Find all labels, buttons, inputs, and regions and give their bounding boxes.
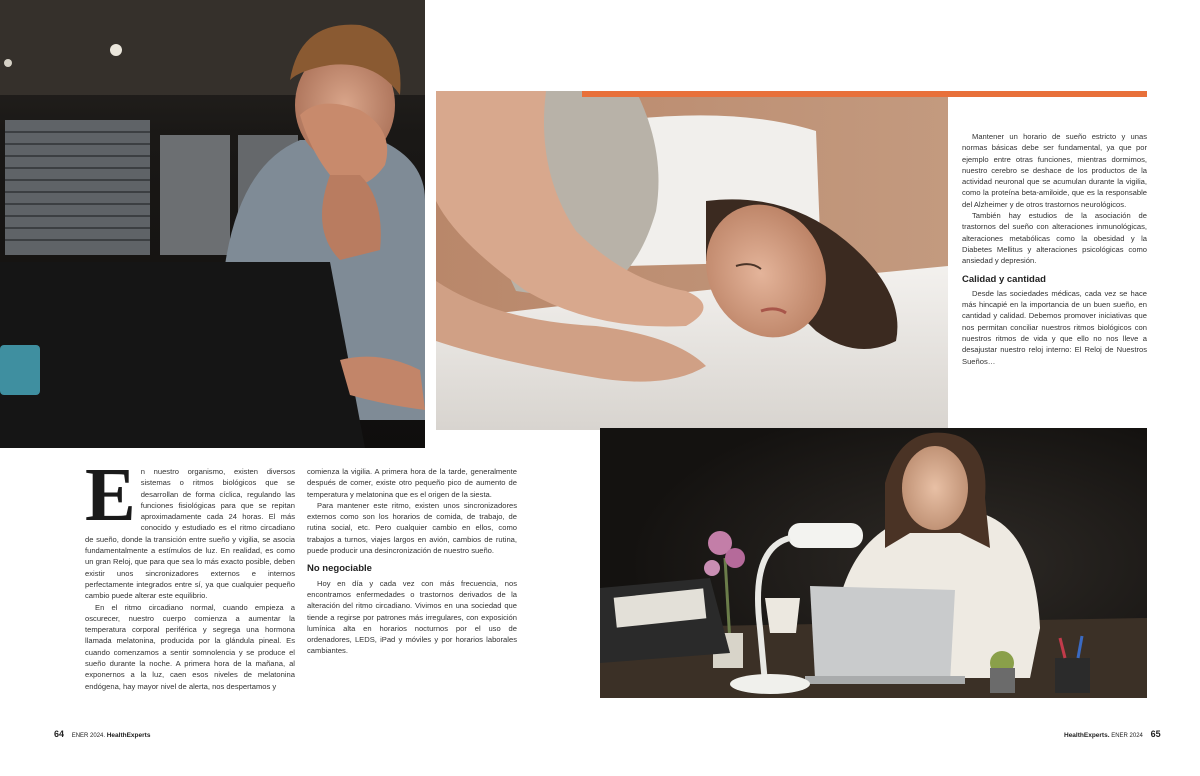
magazine-name-left: HealthExperts bbox=[106, 732, 151, 739]
article-column-right bbox=[962, 131, 1147, 367]
footer-right bbox=[1064, 729, 1161, 739]
footer-left bbox=[54, 729, 150, 739]
paragraph: Para mantener este ritmo, existen unos sincronizadores externos como son los horarios de comida, de trabajo, de rutina social, etc. Pero cualquier cambio en ellos, como trabajos a turnos, viajes largos en avión, cambios de rutina, puede producir una desincronización de nuestro sueño. bbox=[307, 500, 517, 556]
section-heading: No negociable bbox=[307, 563, 372, 575]
paragraph: Mantener un horario de sueño estricto y unas normas básicas debe ser fundamental, ya que por ejemplo entre otras funciones, mientras dormimos, nuestro cerebro se deshace de los productos de la actividad neuronal que se acumulan durante la vigilia, como la proteína beta-amiloide, que es la responsable del Alzheimer y de otros trastornos neurológicos. bbox=[962, 132, 1147, 209]
photo-woman-laptop-night bbox=[600, 428, 1147, 698]
paragraph: En el ritmo circadiano normal, cuando empieza a oscurecer, nuestro cuerpo comienza a aumentar la temperatura corporal periférica y segrega una hormona llamada melatonina, producida por la glándula pineal. Es cuando comenzamos a sentir somnolencia y se produce el sueño durante la noche. A primera hora de la mañana, al exponernos a la luz, caen esos niveles de melatonina endógena, hay mayor nivel de alerta, nos despertamos y bbox=[85, 602, 295, 691]
article-column-left bbox=[85, 453, 295, 692]
photo-stressed-man-laptop bbox=[0, 0, 425, 448]
drop-cap: E bbox=[85, 453, 136, 537]
article-column-middle bbox=[307, 466, 517, 657]
issue-date-right: ENER 2024 bbox=[1111, 733, 1143, 739]
section-heading: Calidad y cantidad bbox=[962, 273, 1046, 285]
paragraph: comienza la vigilia. A primera hora de la tarde, generalmente después de comer, existe otro pequeño pico de aumento de temperatura y melatonina que es el origen de la siesta. bbox=[307, 467, 517, 499]
issue-date-left: ENER 2024. bbox=[71, 733, 106, 739]
paragraph: Desde las sociedades médicas, cada vez se hace más hincapié en la importancia de un buen sueño, en cantidad y calidad. Debemos promover iniciativas que nos permitan conciliar nuestros ritmos biológicos con nuestros ritmos de vida y que ello no nos lleve a desajustar nuestro reloj interno: El Reloj de Nuestros Sueños… bbox=[962, 288, 1147, 366]
page-number-right: 65 bbox=[1150, 729, 1161, 739]
paragraph: Hoy en día y cada vez con más frecuencia, nos encontramos enfermedades o trastornos derivados de la alteración del ritmo circadiano. Vivimos en una sociedad que tiende a regirse por patrones más irregulares, con exposición lumínica alta en horarios nocturnos por el uso de ordenadores, LEDS, iPad y móviles y por horarios laborales cambiantes. bbox=[307, 578, 517, 656]
magazine-name-right: HealthExperts. bbox=[1064, 732, 1110, 739]
page-number-left: 64 bbox=[54, 729, 65, 739]
photo-woman-sleeping bbox=[436, 91, 948, 430]
accent-bar bbox=[582, 91, 1147, 97]
paragraph: En nuestro organismo, existen diversos sistemas o ritmos biológicos que se desarrollan de forma cíclica, regulando las funciones fisiológicas para que se repitan aproximadamente cada 24 horas. El más conocido y estudiado es el ritmo circadiano de sueño, donde la transición entre sueño y vigilia, se asocia fundamentalmente a estímulos de luz. En realidad, es como un gran Reloj, que para que sea lo más exacto posible, deben existir unos sincronizadores externos e internos perfectamente integrados entre sí, ya que cualquier pequeño cambio puede alterar este equilibrio. bbox=[85, 453, 295, 601]
paragraph: También hay estudios de la asociación de trastornos del sueño con alteraciones inmunológicas, alteraciones metabólicas como la obesidad y la Diabetes Mellitus y alteraciones psicológicas como ansiedad y depresión. bbox=[962, 211, 1147, 266]
